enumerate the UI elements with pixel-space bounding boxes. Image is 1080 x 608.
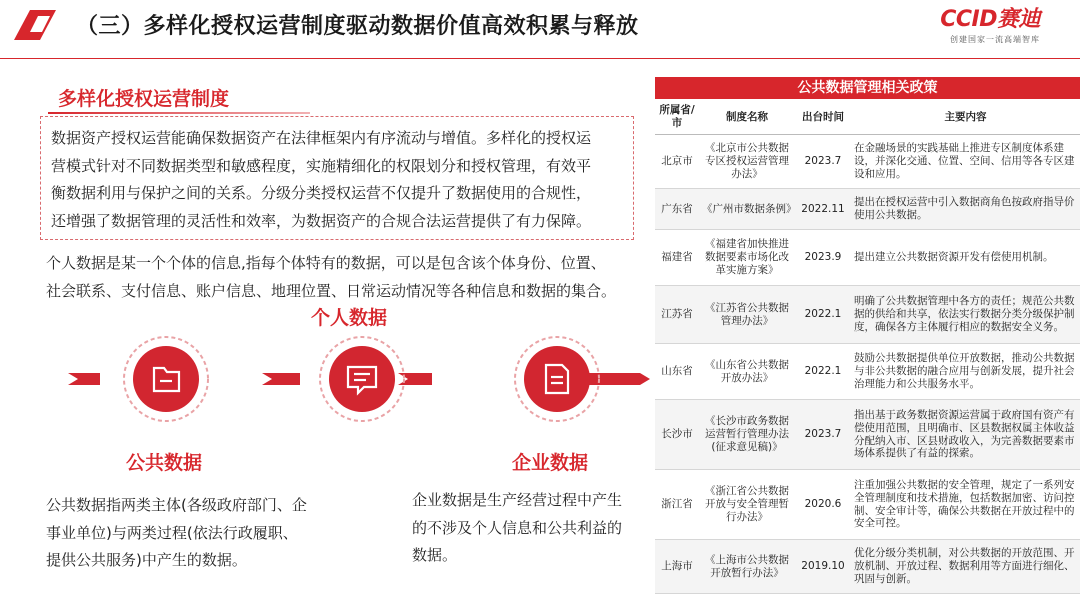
paragraph-line: 社会联系、支付信息、账户信息、地理位置、日常运动情况等各种信息和数据的集合。 bbox=[46, 281, 617, 300]
flow-arrow-middle-1 bbox=[262, 373, 300, 385]
paragraph-line: 衡数据利用与保护之间的关系。分级分类授权运营不仅提升了数据使用的合规性， bbox=[51, 184, 592, 202]
enterprise-data-description bbox=[412, 487, 652, 570]
cell-policy-name: 《长沙市政务数据运营暂行管理办法(征求意见稿)》 bbox=[699, 400, 795, 470]
brand-name: CCID赛迪 bbox=[940, 7, 1040, 32]
cell-province: 福建省 bbox=[655, 230, 699, 286]
cell-content: 优化分级分类机制，对公共数据的开放范围、开放机制、开放过程、数据利用等方面进行细化、巩固与创新。 bbox=[851, 540, 1080, 594]
cell-policy-name: 《浙江省公共数据开放与安全管理暂行办法》 bbox=[699, 470, 795, 540]
paragraph-line: 企业数据是生产经营过程中产生 bbox=[412, 491, 623, 509]
table-row bbox=[655, 540, 1080, 594]
column-header: 主要内容 bbox=[851, 100, 1080, 135]
table-row bbox=[655, 135, 1080, 189]
table-row bbox=[655, 286, 1080, 344]
cell-content: 提出建立公共数据资源开发有偿使用机制。 bbox=[851, 230, 1080, 286]
cell-province: 上海市 bbox=[655, 540, 699, 594]
section-title-authorization: 多样化授权运营制度 bbox=[58, 88, 230, 110]
table-row bbox=[655, 189, 1080, 230]
cell-content: 明确了公共数据管理中各方的责任；规范公共数据的供给和共享，依法实行数据分类分级保护制度，确保各方主体履行相应的数据安全义务。 bbox=[851, 286, 1080, 344]
paragraph-line: 公共数据指两类主体(各级政府部门、企 bbox=[46, 496, 307, 514]
column-header: 制度名称 bbox=[699, 100, 795, 135]
enterprise-data-title: 企业数据 bbox=[512, 452, 589, 474]
cell-province: 北京市 bbox=[655, 135, 699, 189]
paragraph-line: 事业单位)与两类过程(依法行政履职、 bbox=[46, 523, 298, 542]
cell-date: 2022.1 bbox=[795, 344, 851, 400]
table-row bbox=[655, 344, 1080, 400]
cell-province: 江苏省 bbox=[655, 286, 699, 344]
table-row bbox=[655, 400, 1080, 470]
personal-data-title: 个人数据 bbox=[311, 307, 388, 329]
table-row bbox=[655, 230, 1080, 286]
public-data-title: 公共数据 bbox=[126, 452, 203, 474]
paragraph-line: 还增强了数据管理的灵活性和效率，为数据资产的合规合法运营提供了有力保障。 bbox=[51, 211, 592, 230]
flow-arrow-left bbox=[68, 373, 100, 385]
paragraph-line: 个人数据是某一个个体的信息,指每个体特有的数据，可以是包含该个体身份、位置、 bbox=[46, 254, 606, 272]
paragraph-line: 数据资产授权运营能确保数据资产在法律框架内有序流动与增值。多样化的授权运 bbox=[51, 129, 592, 147]
cell-policy-name: 《广州市数据条例》 bbox=[699, 189, 795, 230]
policy-table-title: 公共数据管理相关政策 bbox=[655, 77, 1080, 99]
header-divider bbox=[0, 58, 1080, 59]
cell-date: 2022.1 bbox=[795, 286, 851, 344]
paragraph-line: 数据。 bbox=[412, 546, 458, 564]
paragraph-line: 提供公共服务)中产生的数据。 bbox=[46, 551, 247, 569]
column-header: 所属省/市 bbox=[655, 100, 699, 135]
cell-content: 指出基于政务数据资源运营属于政府国有资产有偿使用范围，且明确市、区县数据权属主体收益分配纳入市、区县财政收入，为完善数据要素市场体系提供了有益的探索。 bbox=[851, 400, 1080, 470]
paragraph-line: 营模式针对不同数据类型和敏感程度，实施精细化的权限划分和授权管理，有效平 bbox=[51, 156, 592, 175]
table-row bbox=[655, 470, 1080, 540]
flow-circle-public-fill bbox=[133, 346, 199, 412]
cell-content: 在金融场景的实践基础上推进专区制度体系建设，并深化交通、位置、空间、信用等各专区建设和应用。 bbox=[851, 135, 1080, 189]
cell-content: 提出在授权运营中引入数据商角色按政府指导价使用公共数据。 bbox=[851, 189, 1080, 230]
cell-content: 注重加强公共数据的安全管理，规定了一系列安全管理制度和技术措施，包括数据加密、访问控制、安全审计等，确保公共数据在开放过程中的安全可控。 bbox=[851, 470, 1080, 540]
cell-date: 2022.11 bbox=[795, 189, 851, 230]
authorization-description-box bbox=[40, 116, 634, 240]
cell-policy-name: 《山东省公共数据开放办法》 bbox=[699, 344, 795, 400]
cell-policy-name: 《福建省加快推进数据要素市场化改革实施方案》 bbox=[699, 230, 795, 286]
cell-policy-name: 《江苏省公共数据管理办法》 bbox=[699, 286, 795, 344]
cell-content: 鼓励公共数据提供单位开放数据，推动公共数据与非公共数据的融合应用与创新发展，提升社会治理能力和公共服务水平。 bbox=[851, 344, 1080, 400]
brand-logo bbox=[940, 8, 1040, 45]
table-header-row bbox=[655, 100, 1080, 135]
public-data-description bbox=[46, 492, 346, 575]
data-type-flow-diagram bbox=[0, 333, 650, 423]
page-title: （三）多样化授权运营制度驱动数据价值高效积累与释放 bbox=[76, 14, 639, 39]
personal-data-description bbox=[46, 250, 638, 305]
brand-slogan: 创建国家一流高端智库 bbox=[950, 35, 1040, 44]
cell-province: 浙江省 bbox=[655, 470, 699, 540]
cell-date: 2023.7 bbox=[795, 400, 851, 470]
cell-date: 2019.10 bbox=[795, 540, 851, 594]
cell-date: 2020.6 bbox=[795, 470, 851, 540]
policy-table bbox=[655, 100, 1080, 594]
flow-circle-enterprise-fill bbox=[524, 346, 590, 412]
cell-province: 长沙市 bbox=[655, 400, 699, 470]
cell-policy-name: 《北京市公共数据专区授权运营管理办法》 bbox=[699, 135, 795, 189]
cell-policy-name: 《上海市公共数据开放暂行办法》 bbox=[699, 540, 795, 594]
section-underline bbox=[48, 112, 310, 114]
cell-date: 2023.7 bbox=[795, 135, 851, 189]
column-header: 出台时间 bbox=[795, 100, 851, 135]
paragraph-line: 的不涉及个人信息和公共利益的 bbox=[412, 518, 623, 537]
logo-mark-icon bbox=[14, 10, 56, 40]
cell-date: 2023.9 bbox=[795, 230, 851, 286]
cell-province: 山东省 bbox=[655, 344, 699, 400]
cell-province: 广东省 bbox=[655, 189, 699, 230]
